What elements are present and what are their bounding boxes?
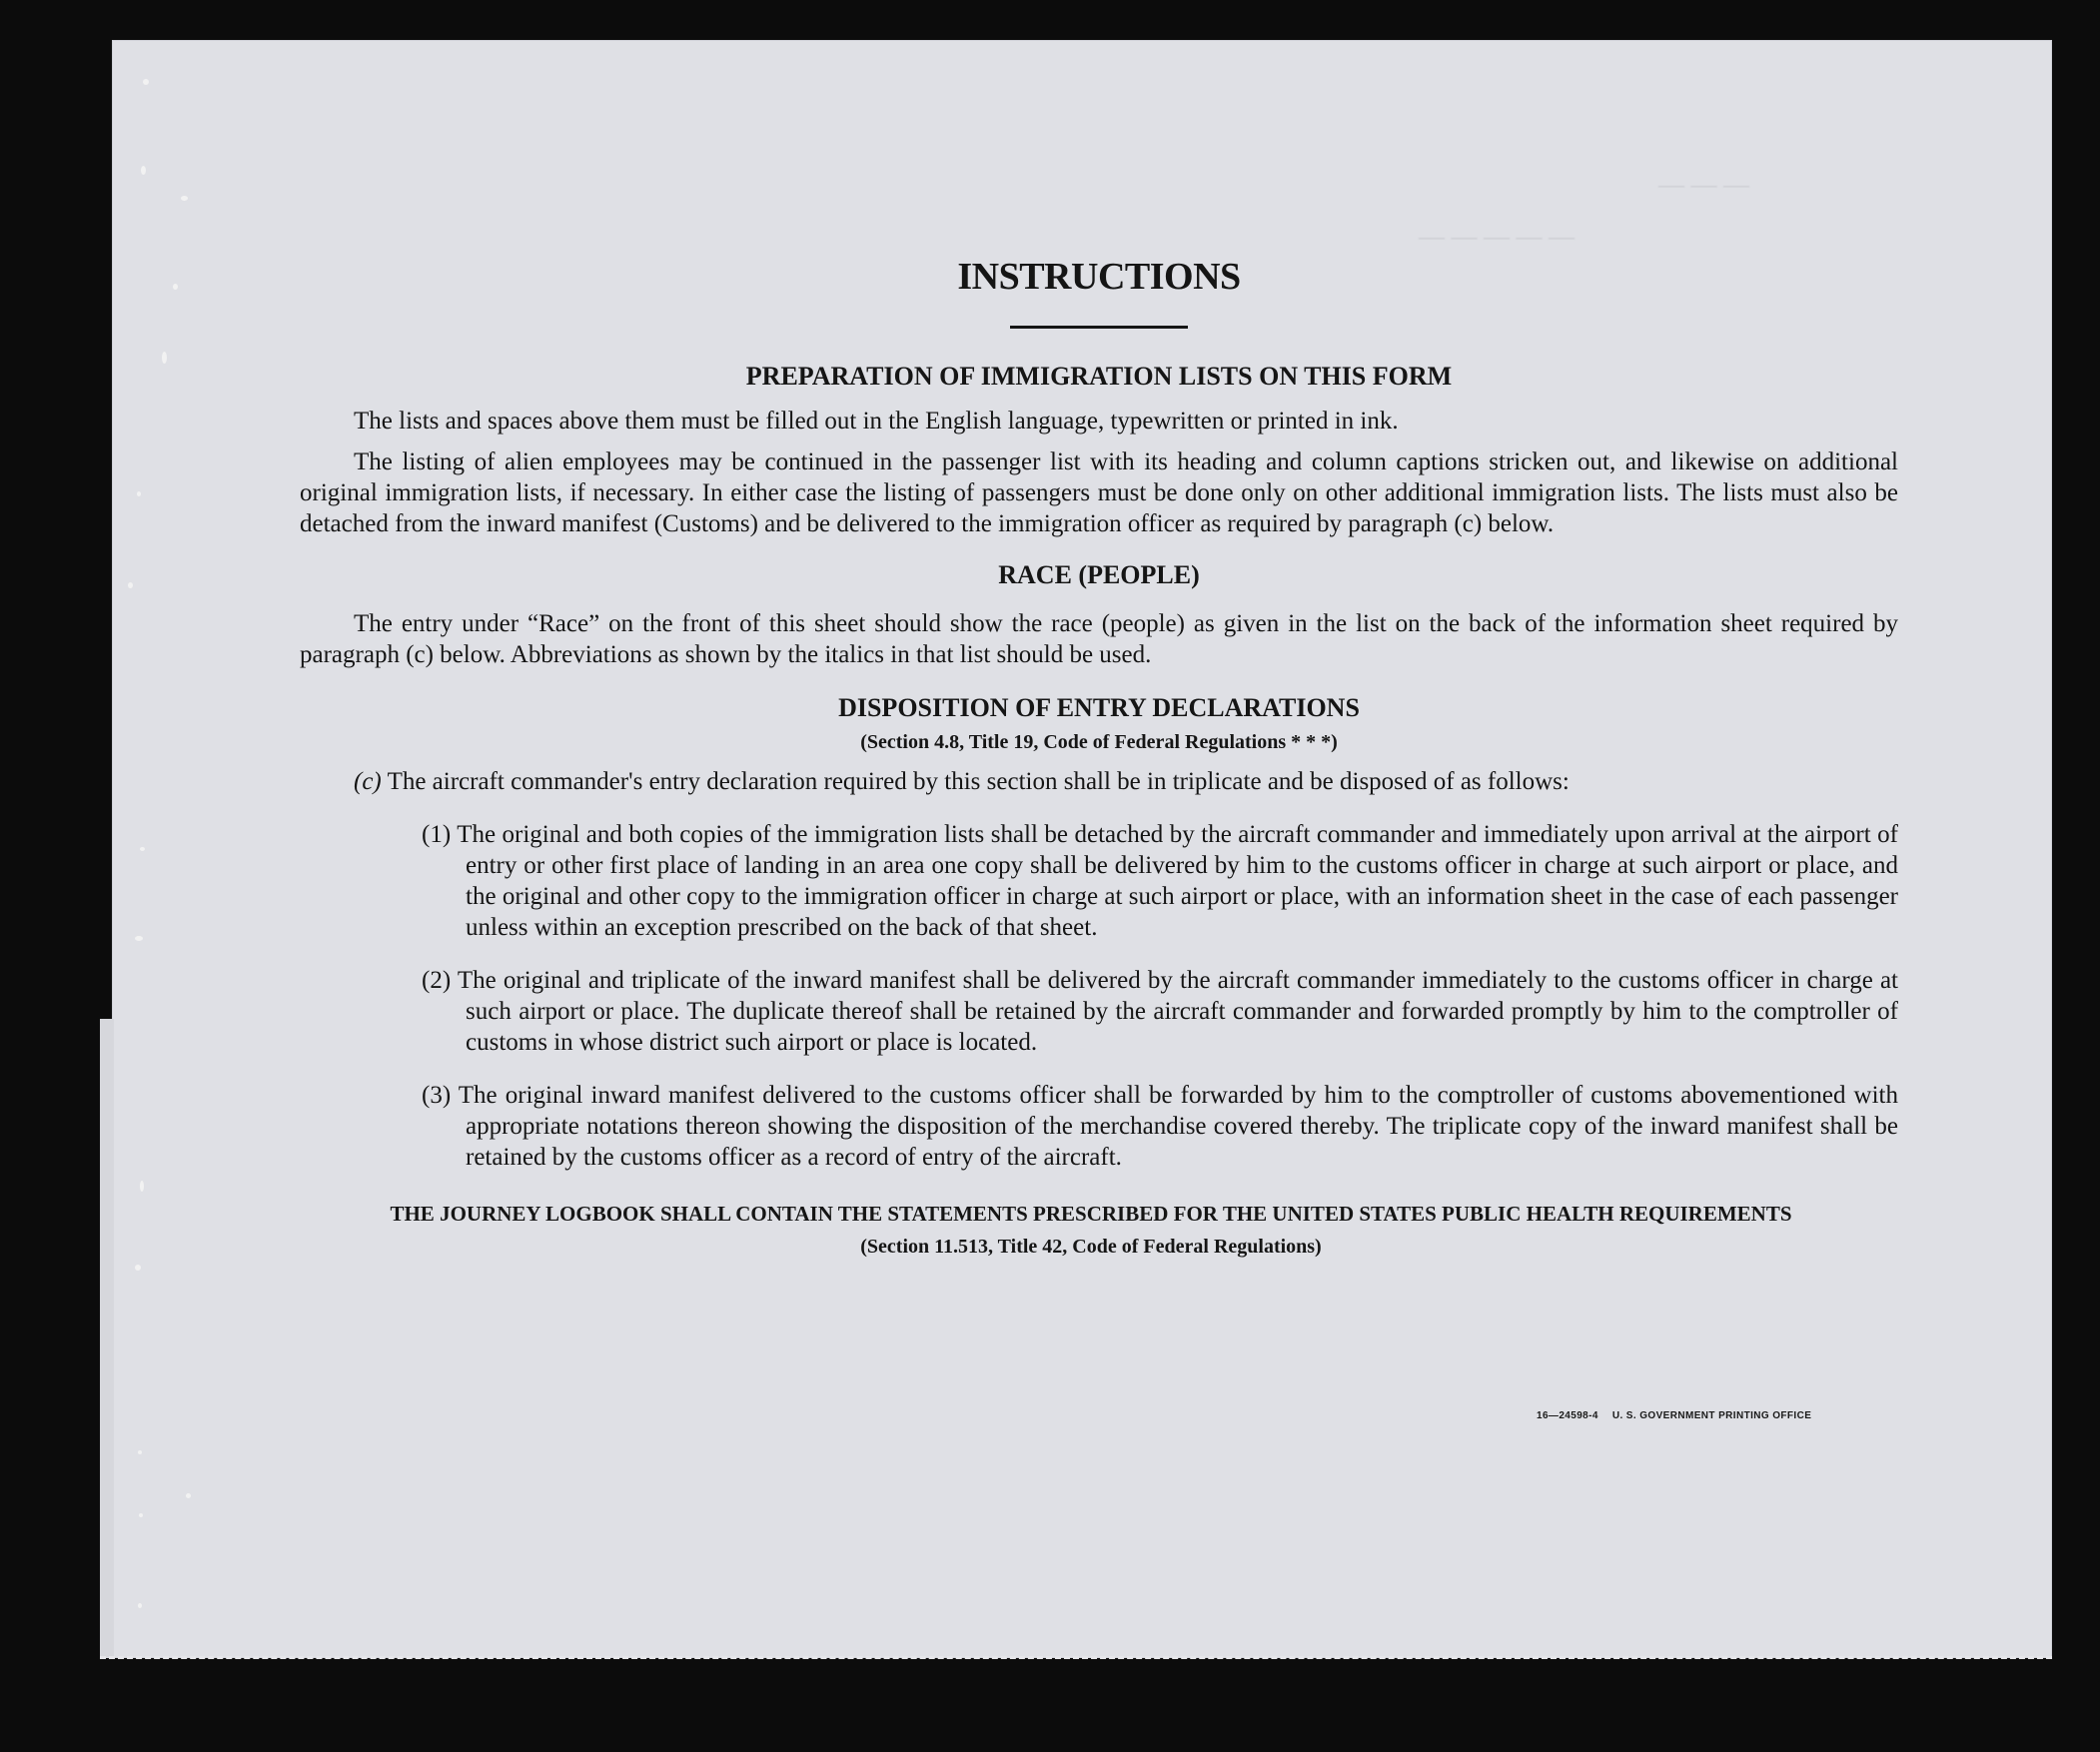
- scan-speck: [140, 847, 145, 851]
- scan-speck: [143, 79, 149, 85]
- item-number: (2): [422, 967, 452, 994]
- disposition-item: [300, 819, 1898, 943]
- scan-speck: [137, 491, 141, 496]
- preparation-heading: PREPARATION OF IMMIGRATION LISTS ON THIS FORM: [745, 362, 1453, 391]
- scan-speck: [138, 1603, 142, 1608]
- title-underline: [1010, 326, 1188, 329]
- disposition-intro-text: The aircraft commander's entry declaration required by this section shall be in triplicate and be disposed of as follows:: [387, 768, 1570, 795]
- scan-speck: [139, 1513, 143, 1517]
- scan-speck: [141, 166, 146, 175]
- perforation-line: [100, 1656, 2052, 1659]
- health-requirements-citation: (Section 11.513, Title 42, Code of Federal Regulations): [860, 1236, 1322, 1258]
- bleed-through-mark: ― ― ―: [1658, 170, 1749, 199]
- preparation-paragraph: The lists and spaces above them must be filled out in the English language, typewritten or printed in ink.: [354, 408, 1399, 435]
- disposition-intro: [300, 766, 1898, 797]
- scan-speck: [181, 196, 188, 201]
- printer-imprint: [1537, 1410, 1811, 1421]
- race-heading: RACE (PEOPLE): [998, 560, 1200, 589]
- instructions-document: [300, 256, 1898, 1263]
- disposition-heading: DISPOSITION OF ENTRY DECLARATIONS: [838, 693, 1360, 722]
- scan-speck: [138, 1450, 142, 1454]
- paper-edge: [100, 1019, 114, 1658]
- page-title: INSTRUCTIONS: [957, 256, 1241, 298]
- scan-speck: [128, 582, 133, 588]
- disposition-citation: (Section 4.8, Title 19, Code of Federal Regulations * * *): [860, 731, 1338, 753]
- item-number: (1): [422, 821, 452, 848]
- item-text: The original and triplicate of the inward manifest shall be delivered by the aircraft commander immediately to the customs officer in charge at such airport or place. The duplicate thereof shall be retained by the aircraft commander and forwarded promptly by him to the comptroller of customs in whose district such airport or place is located.: [457, 967, 1898, 1056]
- disposition-item: [300, 965, 1898, 1058]
- form-number: 16—24598-4: [1537, 1410, 1598, 1421]
- scan-speck: [173, 284, 178, 290]
- health-requirements-statement: THE JOURNEY LOGBOOK SHALL CONTAIN THE STATEMENTS PRESCRIBED FOR THE UNITED STATES PUBLIC HEALTH REQUIREMENTS: [390, 1202, 1792, 1226]
- item-number: (3): [422, 1082, 452, 1109]
- item-text: The original inward manifest delivered to the customs officer shall be forwarded by him to the comptroller of customs abovementioned with appropriate notations thereon showing the disposition of the merchandise covered thereby. The triplicate copy of the inward manifest shall be retained by the customs officer as a record of entry of the aircraft.: [458, 1082, 1898, 1171]
- race-paragraph: The entry under “Race” on the front of this sheet should show the race (people) as given in the list on the back of the information sheet required by paragraph (c) below. Abbreviations as shown by the italics in that list should be used.: [300, 610, 1898, 668]
- preparation-paragraph: The listing of alien employees may be continued in the passenger list with its heading and column captions stricken out, and likewise on additional original immigration lists, if necessary. In either case the listing of passengers must be done only on other additional immigration lists. The lists must also be detached from the inward manifest (Customs) and be delivered to the immigration officer as required by paragraph (c) below.: [300, 448, 1898, 537]
- bleed-through-mark: ― ― ― ― ―: [1419, 222, 1575, 251]
- scan-speck: [162, 352, 167, 364]
- scan-speck: [135, 1265, 141, 1271]
- paragraph-label: (c): [354, 768, 382, 795]
- item-text: The original and both copies of the immigration lists shall be detached by the aircraft commander and immediately upon arrival at the airport of entry or other first place of landing in an area one copy shall be delivered by him to the customs officer in charge at such airport or place, and the original and other copy to the immigration officer in charge at such airport or place, with an information sheet in the case of each passenger unless within an exception prescribed on the back of that sheet.: [457, 821, 1898, 941]
- scan-speck: [140, 1181, 144, 1192]
- printer-name: U. S. GOVERNMENT PRINTING OFFICE: [1611, 1410, 1812, 1421]
- scan-speck: [135, 936, 143, 941]
- disposition-item: [300, 1080, 1898, 1173]
- scan-speck: [186, 1493, 191, 1498]
